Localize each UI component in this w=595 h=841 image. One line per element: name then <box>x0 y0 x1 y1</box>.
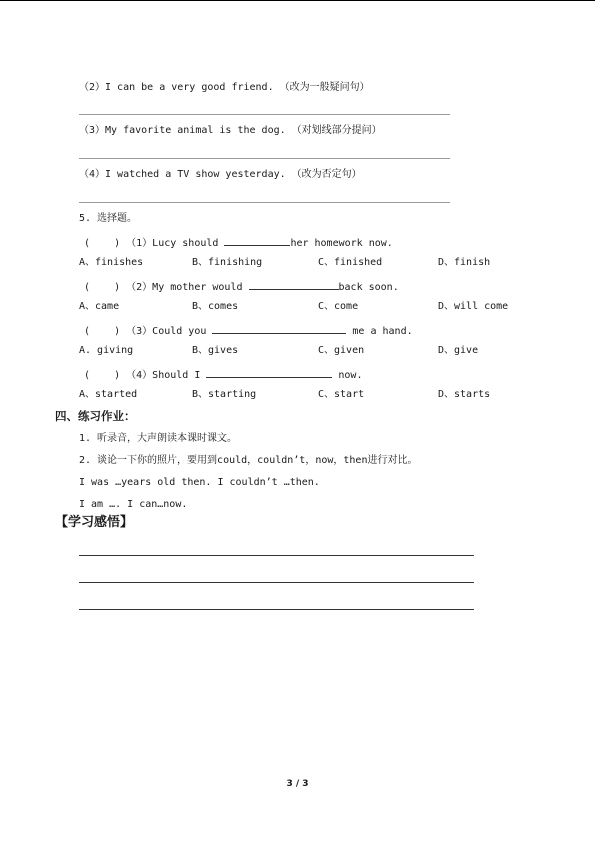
question-3 <box>84 322 413 339</box>
answer-paren[interactable]: ( ) <box>84 326 121 337</box>
option-d: D、finish <box>438 257 491 268</box>
option-b: B、starting <box>192 389 257 400</box>
question-text-before: （1）Lucy should <box>126 238 225 249</box>
homework-item-1: 1. 听录音，大声朗读本课时课文。 <box>79 433 238 444</box>
option-a: A、came <box>79 301 120 312</box>
rewrite-question-3: （3）My favorite animal is the dog. （对划线部分提问） <box>79 125 382 136</box>
reflection-heading: 【学习感悟】 <box>55 515 134 530</box>
question-text-after: now. <box>332 370 363 381</box>
option-b: B、gives <box>192 345 239 356</box>
rewrite-question-2: （2）I can be a very good friend. （改为一般疑问句） <box>79 82 370 93</box>
homework-example-2: I am …. I can…now. <box>79 499 188 510</box>
option-c: C、start <box>318 389 365 400</box>
blank-line[interactable] <box>224 234 290 246</box>
question-text-after: back soon. <box>338 282 399 293</box>
reflection-line-2[interactable] <box>79 582 474 583</box>
option-b: B、comes <box>192 301 239 312</box>
option-d: D、give <box>438 345 479 356</box>
blank-line[interactable] <box>249 278 339 290</box>
question-4 <box>84 366 362 383</box>
blank-line[interactable] <box>206 366 332 378</box>
question-text-before: （4）Should I <box>126 370 207 381</box>
question-1 <box>84 234 393 251</box>
option-b: B、finishing <box>192 257 263 268</box>
question-text-before: （2）My mother would <box>126 282 249 293</box>
reflection-line-1[interactable] <box>79 555 474 556</box>
rewrite-question-4: （4）I watched a TV show yesterday. （改为否定句） <box>79 169 362 180</box>
question-text-before: （3）Could you <box>126 326 213 337</box>
answer-paren[interactable]: ( ) <box>84 282 121 293</box>
option-a: A、finishes <box>79 257 144 268</box>
answer-line-2[interactable] <box>79 114 450 115</box>
option-c: C、given <box>318 345 365 356</box>
reflection-line-3[interactable] <box>79 609 474 610</box>
option-a: A. giving <box>79 345 134 356</box>
question-text-after: me a hand. <box>346 326 413 337</box>
choice-heading: 5. 选择题。 <box>79 213 138 224</box>
answer-line-4[interactable] <box>79 202 450 203</box>
option-c: C、come <box>318 301 359 312</box>
answer-line-3[interactable] <box>79 158 450 159</box>
answer-paren[interactable]: ( ) <box>84 238 121 249</box>
question-2 <box>84 278 399 295</box>
question-text-after: her homework now. <box>290 238 393 249</box>
blank-line[interactable] <box>212 322 346 334</box>
option-a: A、started <box>79 389 138 400</box>
option-d: D、will come <box>438 301 509 312</box>
page-number: 3 / 3 <box>286 779 309 789</box>
option-c: C、finished <box>318 257 383 268</box>
answer-paren[interactable]: ( ) <box>84 370 121 381</box>
homework-example-1: I was …years old then. I couldn’t …then. <box>79 477 320 488</box>
homework-heading: 四、练习作业： <box>55 409 136 423</box>
option-d: D、starts <box>438 389 491 400</box>
homework-item-2: 2. 谈论一下你的照片，要用到could，couldn’t，now，then进行对比。 <box>79 455 418 466</box>
page-top-border <box>0 0 595 1</box>
